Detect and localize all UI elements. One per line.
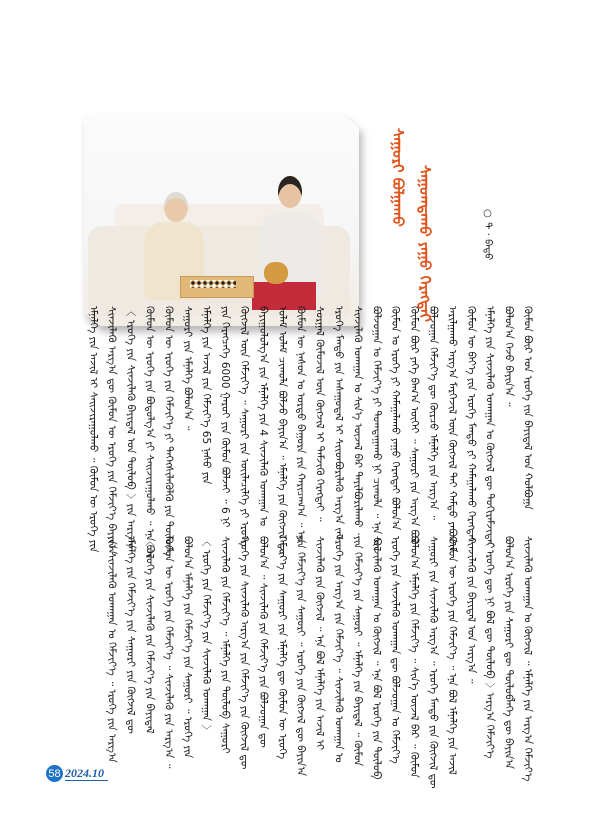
- go-stone-bowl: [264, 262, 288, 284]
- text-line: ᠬᠦᠮᠦᠨ ᠦ ᠪᠡᠶ᠎ᠡ ᠶᠢᠨ ᠡᠷᠦᠬᠡ ᠮᠡᠨᠳᠦ ᠶᠢ ᠬᠠᠮᠠᠭᠠᠯᠠᠬᠤ ᠬᠡᠷᠡᠭᠲᠡᠢ ᠃: [464, 306, 477, 554]
- text-line: ᠰᠢᠨᠵᠢᠯᠡᠬᠦ ᠶᠢᠨ ᠪᠠᠶᠢᠳᠠᠯ ᠤᠨ ᠠᠷᠭ᠎ᠠ ᠃: [464, 536, 477, 684]
- text-line: ᠪᠣᠯᠤᠨ᠎ᠠ ᠃ ᠰᠢᠨᠵᠢᠯᠡᠬᠦ ᠶᠢᠨ ᠬᠡᠮᠵᠢᠶ᠎ᠡ ᠶᠢᠨ ᠪᠣᠯᠵᠣᠭᠠᠨ ᠳᠦ: [256, 536, 269, 748]
- page-footer: [46, 765, 108, 782]
- go-stones: [190, 280, 236, 288]
- text-line: ᠬᠦᠮᠦᠨ ᠦ ᠨᠠᠰᠤᠨ ᠤ ᠤᠷᠲᠤ ᠪᠠᠭᠤᠷᠠ ᠶᠢᠨ ᠬᠠᠷᠢᠴᠠᠭ᠎ᠠ ᠃ ᠡᠨᠡ: [294, 306, 307, 544]
- article-title-line-2: ᠰᠠᠭᠤᠭᠳᠠᠬᠤ ᠶᠠᠭᠤ ᠬᠡᠷᠡᠭᠲᠡᠢ: [416, 165, 434, 322]
- text-line: ᠤᠯᠠᠮ ᠤᠯᠠᠮ ᠴᠢᠬᠤᠯᠠ ᠪᠣᠯᠵᠤ ᠪᠠᠶᠢᠨ᠎ᠠ ᠃ ᠡᠮᠨᠡᠯᠭᠡ ᠶᠢᠨ ᠬᠥᠭᠵᠢᠯ ᠳᠦ: [275, 306, 288, 558]
- text-line: ᠬᠦᠮᠦᠨ ᠤ ᠡᠷᠦᠬᠡ ᠶᠢ ᠬᠠᠮᠠᠭᠠᠯᠠᠬᠤ ᠶᠠᠭᠤ ᠬᠡᠷᠡᠭᠲᠡᠢ ᠪᠣᠯᠤᠨ᠎ᠠ: [389, 306, 402, 531]
- text-line: ᠶᠢᠨ ᠬᠡᠮᠵᠢᠶ᠎ᠡ ᠶᠢᠨ ᠰᠠᠭᠤᠷᠢ ᠃ ᠡᠷᠦᠬᠡ ᠶᠢᠨ ᠬᠥᠭᠵᠢᠯ ᠳᠦ ᠪᠠᠶᠢᠨ᠎ᠠ: [294, 536, 307, 777]
- text-line: ᠬᠦᠮᠦᠨ ᠦ ᠡᠷᠦᠬᠡ ᠶᠢᠨ ᠬᠡᠮᠵᠢᠶ᠎ᠡ ᠶᠢ ᠳᠡᠭᠡᠭᠰᠢᠯᠡᠭᠦᠯᠬᠦ ᠶᠢᠨ ᠲᠥᠯᠦᠭᠡ: [162, 306, 175, 557]
- text-line: ᠡᠮᠨᠡᠯᠭᠡ ᠶᠢᠨ ᠠᠵᠢᠯ ᠢ ᠰᠠᠢᠵᠢᠷᠠᠭᠤᠯᠬᠤ ᠃ ᠬᠦᠮᠦᠨ ᠦ ᠡᠷᠦᠬᠡ ᠶᠢᠨ: [86, 306, 99, 553]
- text-line: 〈 ᠡᠷᠦᠬᠡ ᠶᠢᠨ ᠰᠢᠨᠵᠢᠯᠡᠬᠦ ᠪᠠᠶᠢᠳᠠᠯ ᠤᠨ ᠲᠥᠯᠦᠪ 〉ᠶᠢᠨ ᠠᠷᠭ᠎ᠠ: [124, 306, 137, 549]
- text-line: ᠪᠣᠯᠵᠣᠭᠠᠨ ᠤ ᠬᠡᠮᠵᠢᠶ᠎ᠡ ᠶᠢ ᠲᠣᠭᠲᠠᠭᠠᠬᠤ ᠨᠢ ᠴᠢᠬᠤᠯᠠ ᠃ ᠡᠨᠡ ᠪᠣᠯ: [370, 306, 383, 552]
- text-line: ᠰᠢᠨᠵᠢᠯᠡᠬᠦ ᠶᠢᠨ ᠬᠡᠮᠵᠢᠶ᠎ᠡ ᠃ ᠡᠮᠨᠡᠯᠭᠡ ᠶᠢᠨ ᠲᠥᠯᠦᠪ ᠰᠠᠭᠤᠷᠢ: [219, 536, 232, 754]
- text-line: ᠰᠢᠨᠵᠢᠯᠡᠬᠦ ᠤᠬᠠᠭᠠᠨ ᠤ ᠬᠥᠭᠵᠢᠯ ᠃ ᠡᠨᠡ ᠪᠣᠯ ᠡᠷᠦᠬᠡ ᠶᠢᠨ ᠲᠥᠯᠦᠪ: [370, 536, 383, 780]
- text-line: ᠬᠦᠮᠦᠨ ᠪᠦᠷ ᠶᠡᠬᠡ ᠪᠠᠭ᠎ᠠ ᠦᠭᠡᠢ ᠃ ᠰᠠᠭᠤᠷᠢ ᠶᠢᠨ ᠠᠷᠭ᠎ᠠ ᠪᠣᠯ: [408, 306, 421, 544]
- text-line: ᠪᠠᠶᠢᠭᠤᠯᠤᠯᠭ᠎ᠠ ᠶᠢᠨ ᠡᠮᠨᠡᠯᠭᠡ ᠶᠢᠨ 4 ᠰᠢᠨᠵᠢᠯᠡᠬᠦ ᠤᠬᠠᠭᠠᠨ ᠤ: [256, 306, 269, 527]
- page-number-badge: 58: [46, 765, 63, 782]
- text-line: ᠰᠢᠨᠵᠢᠯᠡᠬᠦ ᠤᠬᠠᠭᠠᠨ ᠤ ᠰᠢᠨ᠎ᠡ ᠦᠵᠡᠯ ᠪᠡᠷ ᠲᠠᠶᠢᠯᠪᠤᠷᠢᠯᠠᠬᠤ ᠃: [351, 306, 364, 538]
- text-line: ᠬᠦᠮᠦᠨ ᠦ ᠡᠷᠦᠬᠡ ᠶᠢᠨ ᠬᠡᠮᠵᠢᠶ᠎ᠡ ᠃ ᠰᠢᠨᠵᠢᠯᠡᠬᠦ ᠶᠢᠨ ᠠᠷᠭ᠎ᠠ ᠃: [162, 536, 175, 769]
- text-line: ᠠᠷᠢᠯᠭᠠᠬᠤ ᠠᠷᠭ᠎ᠠ ᠮᠡᠷᠭᠡᠵᠢᠯ ᠦᠨ ᠬᠥᠭᠵᠢᠯ ᠲᠡᠢ ᠬᠠᠮᠲᠤ ᠶᠠᠪᠤᠨ᠎ᠠ: [445, 306, 458, 553]
- text-line: 〈 ᠡᠷᠦᠬᠡ ᠶᠢᠨ ᠬᠡᠮᠵᠢᠶ᠎ᠡ ᠶᠢᠨ ᠰᠢᠨᠵᠢᠯᠡᠬᠦ ᠤᠬᠠᠭᠠᠨ 〉: [200, 536, 213, 735]
- text-line: ᠡᠮᠨᠡᠯᠭᠡ ᠶᠢᠨ ᠰᠢᠨᠵᠢᠯᠡᠬᠦ ᠤᠬᠠᠭᠠᠨ ᠤ ᠬᠥᠭᠵᠢᠯ ᠳᠦ ᠲᠣᠬᠢᠷᠠᠮᠵᠢᠳᠠᠢ: [483, 306, 496, 549]
- text-line: ᠰᠢᠨᠵᠢᠯᠡᠬᠦ ᠠᠷᠭ᠎ᠠ ᠳᠦ ᠬᠦᠮᠦᠨ ᠦ ᠡᠷᠦᠬᠡ ᠶᠢᠨ ᠬᠡᠮᠵᠢᠶ᠎ᠡ ᠪᠠᠶᠢᠨ᠎ᠠ: [105, 306, 118, 555]
- text-line: ᠪᠣᠯᠤᠨ᠎ᠠ ᠡᠮᠨᠡᠯᠭᠡ ᠶᠢᠨ ᠬᠡᠮᠵᠢᠶ᠎ᠡ ᠃ ᠰᠢᠨ᠎ᠡ ᠦᠵᠡᠯ ᠪᠡᠷ ᠃ ᠬᠦᠮᠦᠨ: [408, 536, 421, 778]
- text-line: ᠶᠢᠨ ᠬᠡᠮᠵᠢᠶ᠎ᠡ ᠶᠢᠨ ᠰᠠᠭᠤᠷᠢ ᠃ ᠡᠮᠨᠡᠯᠭᠡ ᠶᠢᠨ ᠪᠠᠶᠢᠳᠠᠯ ᠃ ᠬᠦᠮᠦᠨ: [351, 536, 364, 767]
- elderly-man-head: [164, 192, 188, 222]
- young-man-head: [278, 176, 302, 208]
- article-title-line-1: ᠰᠠᠭᠤᠷᠢ ᠪᠣᠯᠭᠠᠬᠤ: [389, 128, 407, 227]
- text-line: 〈 ᠡᠷᠦᠬᠡ ᠳᠦ ᠨᠢ ᠪᠣᠯ ᠳᠦ ᠲᠥᠯᠦᠪ 〉ᠠᠷᠭ᠎ᠠ ᠬᠡᠮᠵᠢᠶ᠎ᠡ: [483, 536, 496, 759]
- text-line: ᠬᠦᠮᠦᠨ ᠦ ᠡᠷᠦᠬᠡ ᠶᠢᠨ ᠬᠡᠮᠵᠢᠶ᠎ᠡ ᠃ ᠡᠨᠡ ᠪᠣᠯ ᠡᠮᠨᠡᠯᠭᠡ ᠶᠢᠨ ᠠᠵᠢᠯ: [445, 536, 458, 775]
- text-line: ᠰᠤᠷᠭᠠᠯ ᠬᠦᠮᠦᠵᠢᠯ ᠦᠨ ᠬᠥᠭᠵᠢᠯ ᠢ ᠳᠡᠮᠵᠢᠬᠦ ᠬᠡᠷᠡᠭᠲᠡᠢ ᠃: [313, 306, 326, 522]
- issue-date: 2024.10: [65, 767, 108, 781]
- text-line: ᠶᠢᠨ ᠬᠡᠷᠡᠭᠴᠡᠭᠡ 6000 ᠭᠠᠷᠤᠢ ᠶᠢᠨ ᠬᠦᠮᠦᠨ ᠪᠣᠯᠵᠠᠢ ᠃ 6 ᠨᠢ: [219, 306, 232, 528]
- text-line: ᠶᠢᠨ ᠰᠢᠨᠵᠢᠯᠡᠬᠦ ᠤᠬᠠᠭᠠᠨ ᠤ ᠬᠡᠮᠵᠢᠶ᠎ᠡ ᠃ ᠡᠷᠦᠬᠡ ᠶᠢᠨ ᠠᠷᠭ᠎ᠠ: [105, 536, 118, 763]
- author-byline: ○ ᠲ · ᠪᠠᠲᠤ: [482, 208, 493, 261]
- text-line: ᠡᠷᠦᠬᠡ ᠶᠢᠨ ᠰᠢᠨᠵᠢᠯᠡᠬᠦ ᠤᠬᠠᠭᠠᠨ ᠳᠦ ᠪᠣᠯᠵᠣᠭᠠᠨ ᠤ ᠬᠡᠮᠵᠢᠶ᠎ᠡ: [389, 536, 402, 764]
- text-line: ᠬᠦᠮᠦᠨ ᠦ ᠡᠷᠦᠬᠡ ᠶᠢᠨ ᠪᠣᠳᠤᠯᠭ᠎ᠠ ᠶᠢ ᠰᠠᠢᠵᠢᠷᠠᠭᠤᠯᠬᠤ ᠃ ᠡᠨᠡ ᠪᠣᠯ: [143, 306, 156, 559]
- text-line: ᠡᠮᠨᠡᠯᠭᠡ ᠶᠢᠨ ᠠᠵᠢᠯ ᠶᠢᠨ ᠬᠡᠮᠵᠢᠶ᠎ᠡ 65 ᠨᠠᠰᠤ ᠶᠢᠨ: [200, 306, 213, 485]
- text-line: 〈 ᠡᠷᠦᠬᠡ ᠶᠢᠨ ᠰᠢᠨᠵᠢᠯᠡᠬᠦ ᠶᠢᠨ ᠬᠡᠮᠵᠢᠶ᠎ᠡ ᠶᠢᠨ ᠪᠠᠶᠢᠳᠠᠯ: [143, 536, 156, 734]
- text-line: ᠬᠥᠭᠵᠢᠯ ᠦᠨ ᠬᠡᠮᠵᠢᠶ᠎ᠡ ᠃ ᠰᠠᠭᠤᠷᠢ ᠶᠢᠨ ᠦᠢᠯᠡᠴᠢᠯᠭᠡ ᠶᠢ ᠡᠷᠦᠬᠡ: [238, 306, 250, 547]
- text-line: ᠬᠡᠮᠵᠢᠶ᠎ᠡ ᠶᠢᠨ ᠰᠠᠭᠤᠷᠢ ᠶᠢᠨ ᠡᠮᠨᠡᠯᠭᠡ ᠳᠦ ᠬᠦᠮᠦᠨ ᠦ ᠡᠷᠦᠬᠡ: [275, 536, 288, 760]
- article-photo: [84, 114, 359, 326]
- text-line: ᠪᠣᠯᠤᠨ᠎ᠠ ᠡᠷᠦᠬᠡ ᠶᠢᠨ ᠰᠠᠭᠤᠷᠢ ᠳᠦ ᠲᠥᠯᠦᠪᠯᠡᠭᠡ ᠳᠦ ᠪᠠᠶᠢᠨ᠎ᠠ: [502, 536, 515, 769]
- text-line: ᠰᠠᠭᠤᠷᠢ ᠶᠢᠨ ᠡᠮᠨᠡᠯᠭᠡ ᠪᠣᠯᠤᠨ᠎ᠠ ᠃: [181, 306, 194, 431]
- text-line: ᠬᠦᠮᠦᠨ ᠪᠦᠷ ᠤᠨ ᠡᠷᠦᠬᠡ ᠵᠢᠨ ᠪᠠᠶᠢᠳᠠᠯ ᠤᠨ ᠬᠣᠯᠪᠣᠭᠠ: [521, 306, 534, 510]
- text-line: ᠪᠣᠯᠵᠣᠭᠠᠨ ᠬᠡᠮᠵᠢᠶ᠎ᠡ ᠳᠦ ᠬᠦᠷᠴᠦ ᠡᠮᠨᠡᠯᠭᠡ ᠶᠢᠨ ᠠᠷᠭ᠎ᠠ ᠃: [427, 306, 439, 520]
- text-line: ᠡᠷᠦᠬᠡ ᠮᠡᠨᠳᠦ ᠶᠢᠨ ᠠᠰᠠᠭᠤᠳᠠᠯ ᠢ ᠰᠢᠢᠳᠪᠦᠷᠢᠯᠡᠬᠦ ᠠᠷᠭ᠎ᠠ ᠵᠠᠮ: [332, 306, 345, 540]
- text-line: ᠪᠣᠯᠤᠨ᠎ᠠ ᠡᠮᠨᠡᠯᠭᠡ ᠶᠢᠨ ᠬᠡᠮᠵᠢᠶ᠎ᠡ ᠶᠢᠨ ᠰᠠᠭᠤᠷᠢ ᠃ ᠡᠷᠦᠬᠡ ᠶᠢᠨ: [181, 536, 194, 759]
- text-line: ᠡᠷᠦᠬᠡ ᠶᠢᠨ ᠠᠷᠭ᠎ᠠ ᠶᠢᠨ ᠬᠡᠮᠵᠢᠶ᠎ᠡ ᠃ ᠰᠢᠨᠵᠢᠯᠡᠬᠦ ᠤᠬᠠᠭᠠᠨ ᠤ: [332, 536, 345, 763]
- text-line: ᠰᠠᠭᠤᠷᠢ ᠶᠢᠨ ᠰᠢᠨᠵᠢᠯᠡᠬᠦ ᠠᠷᠭ᠎ᠠ ᠃ ᠡᠷᠦᠬᠡ ᠮᠡᠨᠳᠦ ᠶᠢᠨ ᠬᠥᠭᠵᠢᠯ ᠳᠦ: [427, 536, 439, 789]
- text-line: ᠡᠮᠨᠡᠯᠭᠡ ᠶᠢᠨ ᠬᠡᠮᠵᠢᠶ᠎ᠡ ᠶᠢᠨ ᠰᠠᠭᠤᠷᠢ ᠶᠢᠨ ᠬᠥᠭᠵᠢᠯ ᠳᠦ: [124, 536, 137, 734]
- text-line: ᠡᠷᠦᠬᠡ ᠶᠢᠨ ᠰᠢᠨᠵᠢᠯᠡᠬᠦ ᠠᠷᠭ᠎ᠠ ᠶᠢᠨ ᠬᠡᠮᠵᠢᠶ᠎ᠡ ᠶᠢᠨ ᠬᠥᠭᠵᠢᠯ ᠳᠦ: [238, 536, 250, 770]
- text-line: ᠪᠣᠯᠤᠨ᠎ᠠ ᠭᠡᠵᠦ ᠪᠠᠶᠢᠨ᠎ᠠ ᠃: [502, 306, 515, 407]
- text-line: ᠰᠢᠨᠵᠢᠯᠡᠬᠦ ᠤᠬᠠᠭᠠᠨ ᠤ ᠬᠥᠭᠵᠢᠯ ᠃ ᠡᠮᠨᠡᠯᠭᠡ ᠶᠢᠨ ᠠᠷᠭ᠎ᠠ ᠬᠡᠮᠵᠢᠶ᠎ᠡ: [521, 536, 534, 782]
- text-line: ᠰᠢᠨᠵᠢᠯᠡᠬᠦ ᠶᠢᠨ ᠬᠥᠭᠵᠢᠯ ᠃ ᠡᠨᠡ ᠪᠣᠯ ᠡᠮᠨᠡᠯᠭᠡ ᠶᠢᠨ ᠠᠵᠢᠯ ᠢ: [313, 536, 326, 750]
